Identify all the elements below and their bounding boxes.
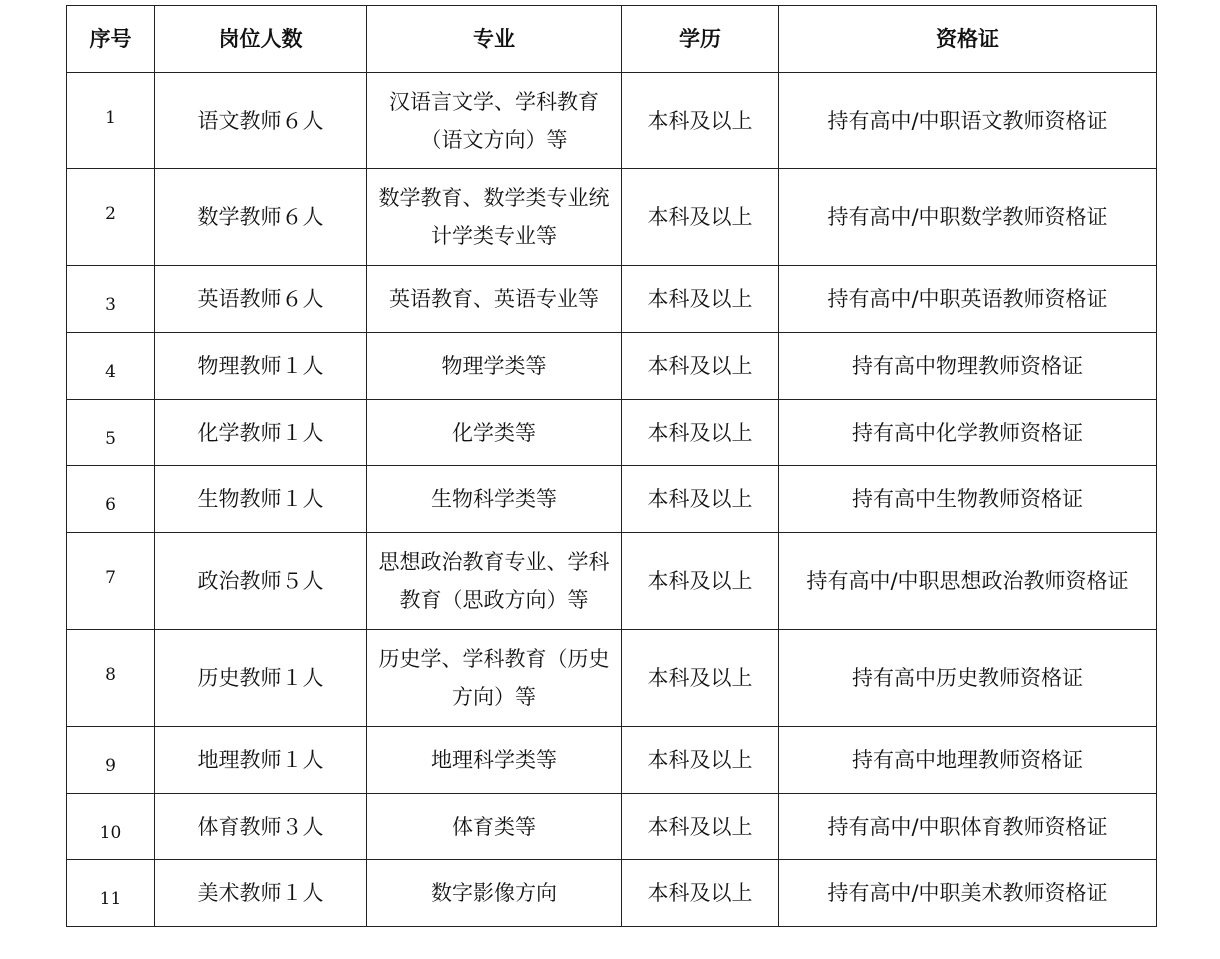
row-education: 本科及以上 xyxy=(622,794,779,860)
table-row xyxy=(67,266,1157,333)
row-seq: 11 xyxy=(67,860,155,927)
row-certificate: 持有高中/中职美术教师资格证 xyxy=(779,860,1157,927)
row-seq: 2 xyxy=(67,169,155,266)
row-seq: 4 xyxy=(67,333,155,400)
row-post: 历史教师１人 xyxy=(155,630,367,727)
row-major: 物理学类等 xyxy=(367,333,622,400)
row-major: 体育类等 xyxy=(367,794,622,860)
row-seq: 7 xyxy=(67,533,155,630)
header-seq: 序号 xyxy=(67,6,155,73)
row-post: 物理教师１人 xyxy=(155,333,367,400)
table-row xyxy=(67,533,1157,630)
row-certificate: 持有高中物理教师资格证 xyxy=(779,333,1157,400)
table-row xyxy=(67,400,1157,466)
header-certificate: 资格证 xyxy=(779,6,1157,73)
row-major: 思想政治教育专业、学科教育（思政方向）等 xyxy=(367,533,622,630)
header-major: 专业 xyxy=(367,6,622,73)
row-certificate: 持有高中/中职思想政治教师资格证 xyxy=(779,533,1157,630)
row-certificate: 持有高中/中职体育教师资格证 xyxy=(779,794,1157,860)
row-certificate: 持有高中生物教师资格证 xyxy=(779,466,1157,533)
row-major: 化学类等 xyxy=(367,400,622,466)
row-education: 本科及以上 xyxy=(622,400,779,466)
table-row xyxy=(67,73,1157,169)
row-major: 数学教育、数学类专业统计学类专业等 xyxy=(367,169,622,266)
row-certificate: 持有高中化学教师资格证 xyxy=(779,400,1157,466)
row-major: 历史学、学科教育（历史方向）等 xyxy=(367,630,622,727)
row-certificate: 持有高中地理教师资格证 xyxy=(779,727,1157,794)
row-certificate: 持有高中历史教师资格证 xyxy=(779,630,1157,727)
row-seq: 6 xyxy=(67,466,155,533)
row-seq: 3 xyxy=(67,266,155,333)
row-post: 美术教师１人 xyxy=(155,860,367,927)
row-certificate: 持有高中/中职英语教师资格证 xyxy=(779,266,1157,333)
row-certificate: 持有高中/中职数学教师资格证 xyxy=(779,169,1157,266)
row-seq: 1 xyxy=(67,73,155,169)
row-major: 英语教育、英语专业等 xyxy=(367,266,622,333)
row-education: 本科及以上 xyxy=(622,266,779,333)
recruitment-table xyxy=(66,5,1157,927)
row-post: 化学教师１人 xyxy=(155,400,367,466)
row-post: 英语教师６人 xyxy=(155,266,367,333)
row-major: 地理科学类等 xyxy=(367,727,622,794)
row-post: 语文教师６人 xyxy=(155,73,367,169)
header-education: 学历 xyxy=(622,6,779,73)
table-row xyxy=(67,727,1157,794)
table-header-row xyxy=(67,6,1157,73)
row-seq: 10 xyxy=(67,794,155,860)
row-seq: 9 xyxy=(67,727,155,794)
row-certificate: 持有高中/中职语文教师资格证 xyxy=(779,73,1157,169)
header-post: 岗位人数 xyxy=(155,6,367,73)
row-education: 本科及以上 xyxy=(622,630,779,727)
row-seq: 5 xyxy=(67,400,155,466)
row-major: 生物科学类等 xyxy=(367,466,622,533)
row-post: 政治教师５人 xyxy=(155,533,367,630)
row-post: 数学教师６人 xyxy=(155,169,367,266)
table-row xyxy=(67,333,1157,400)
row-seq: 8 xyxy=(67,630,155,727)
row-education: 本科及以上 xyxy=(622,860,779,927)
table-row xyxy=(67,466,1157,533)
row-post: 生物教师１人 xyxy=(155,466,367,533)
row-education: 本科及以上 xyxy=(622,169,779,266)
table-row xyxy=(67,169,1157,266)
row-education: 本科及以上 xyxy=(622,333,779,400)
row-major: 汉语言文学、学科教育（语文方向）等 xyxy=(367,73,622,169)
table-row xyxy=(67,860,1157,927)
row-post: 体育教师３人 xyxy=(155,794,367,860)
row-education: 本科及以上 xyxy=(622,73,779,169)
table-row xyxy=(67,794,1157,860)
row-education: 本科及以上 xyxy=(622,466,779,533)
row-education: 本科及以上 xyxy=(622,533,779,630)
table-row xyxy=(67,630,1157,727)
row-major: 数字影像方向 xyxy=(367,860,622,927)
row-post: 地理教师１人 xyxy=(155,727,367,794)
row-education: 本科及以上 xyxy=(622,727,779,794)
